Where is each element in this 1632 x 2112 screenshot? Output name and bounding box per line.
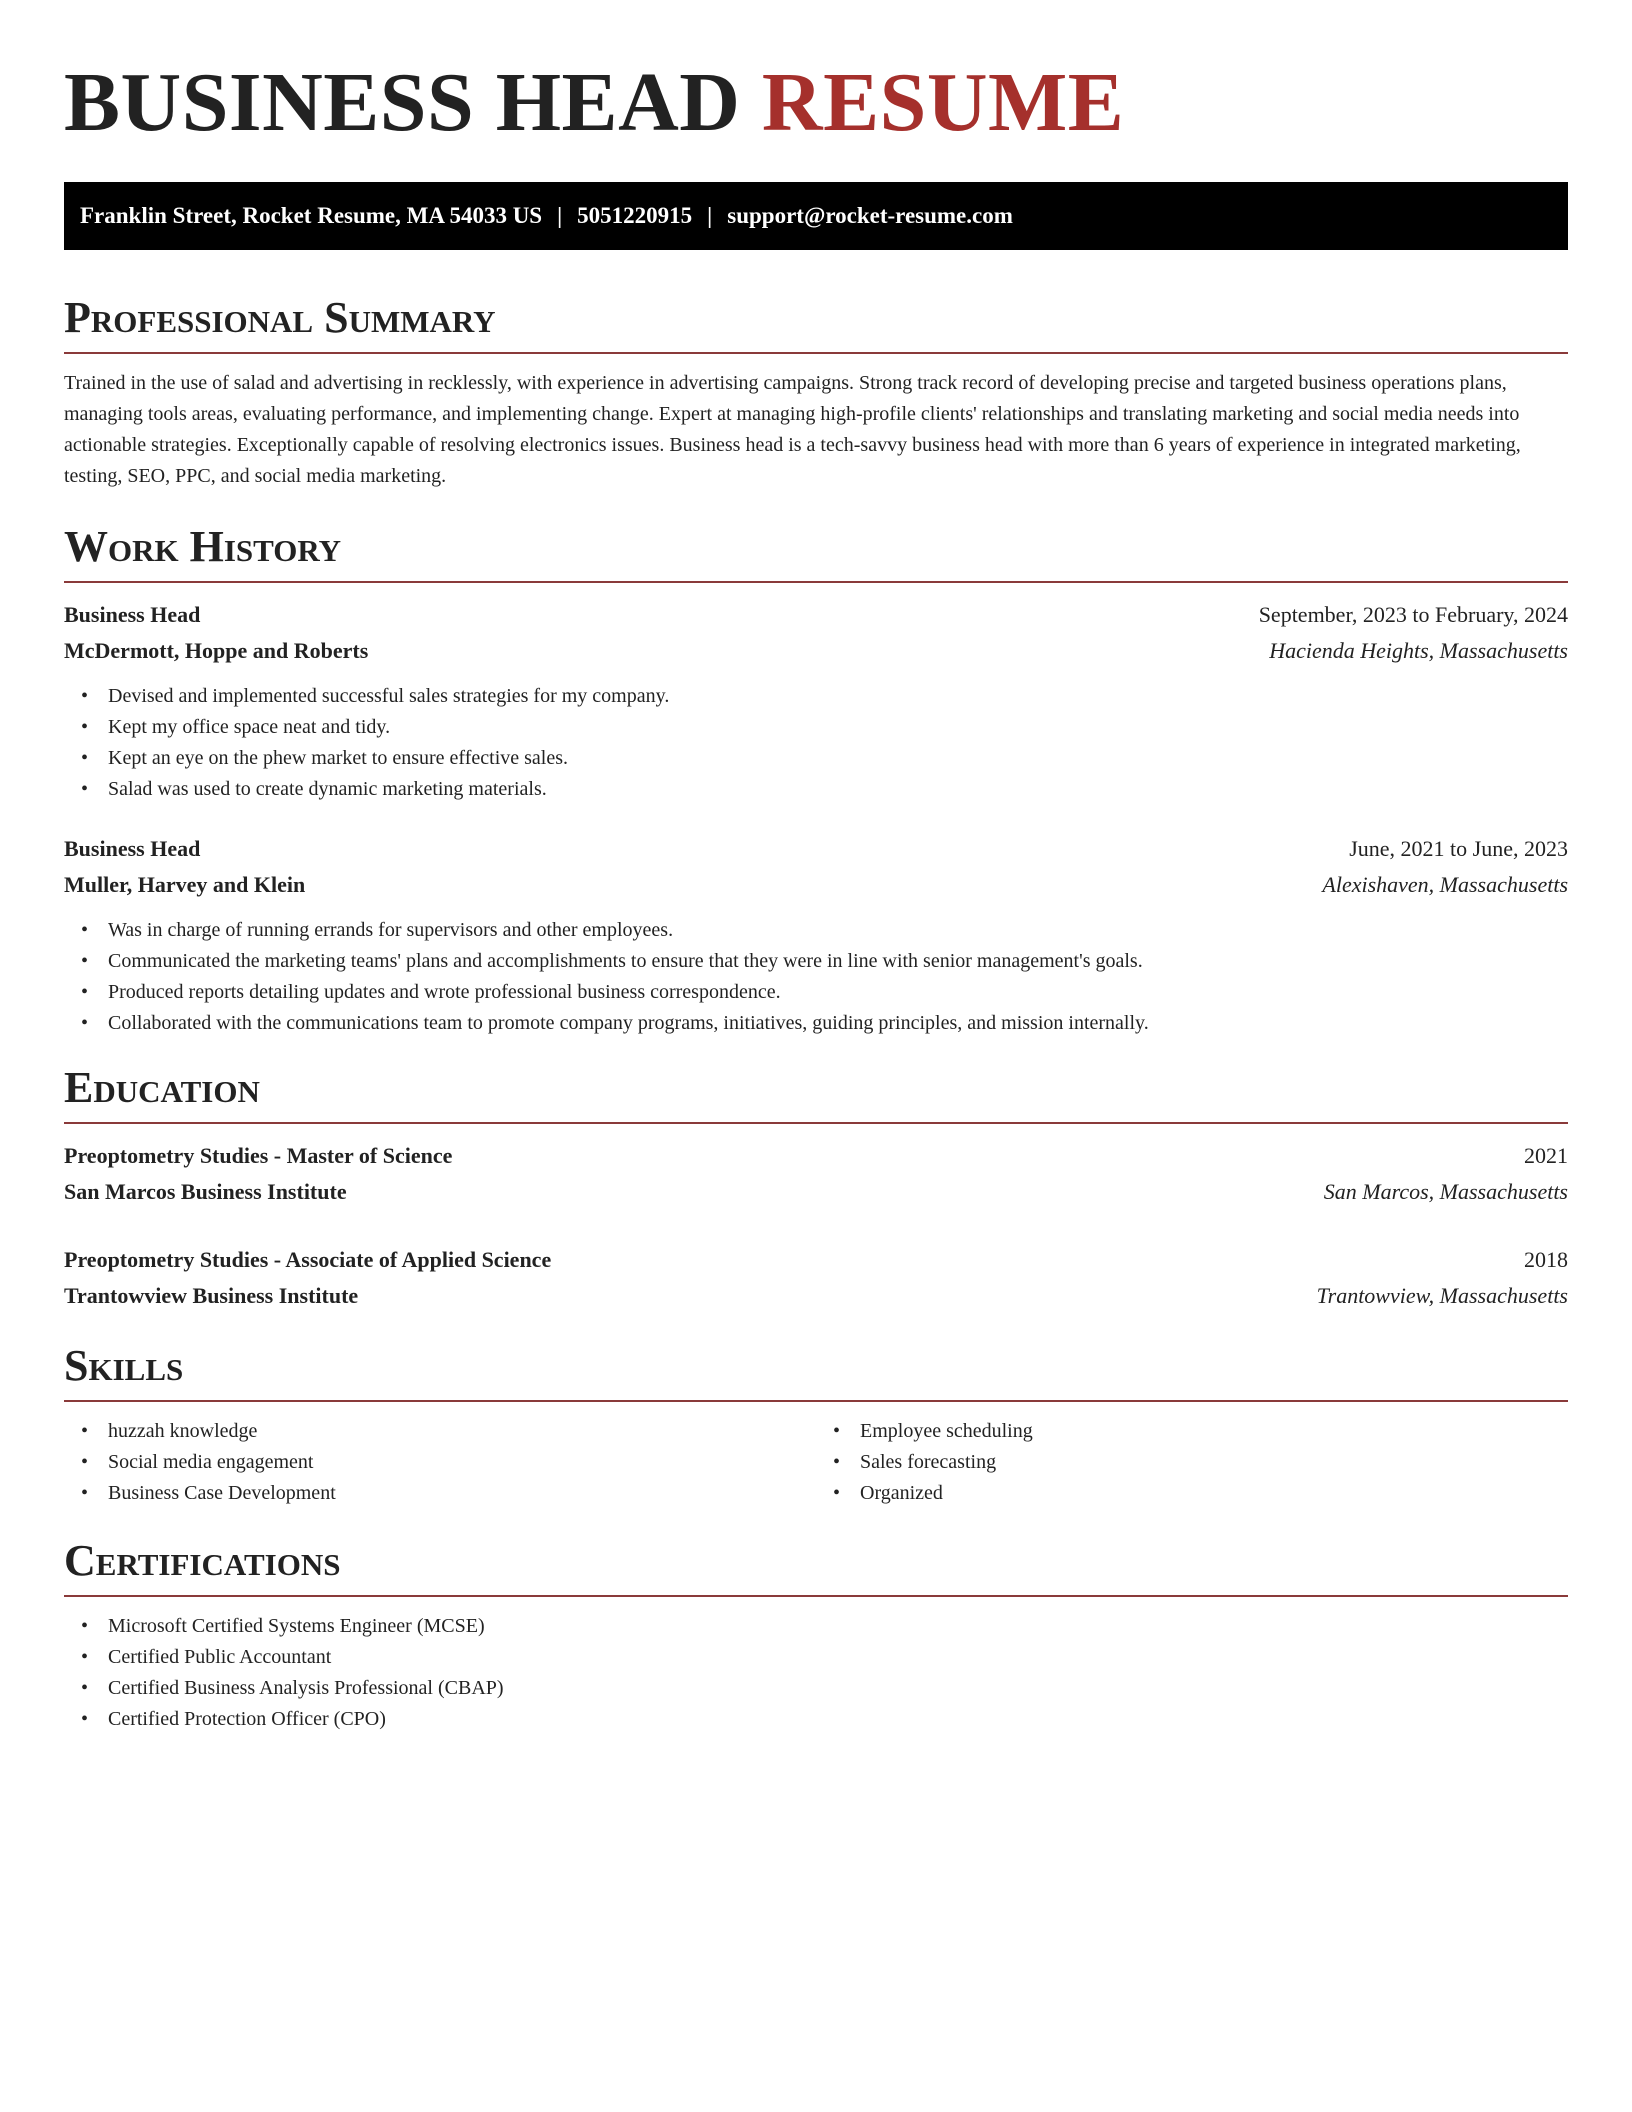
job-header-row [64, 831, 1568, 867]
section-heading-certifications: Certifications [64, 1536, 341, 1585]
job-title: Business Head [64, 602, 201, 627]
section-heading-summary: Professional Summary [64, 293, 496, 342]
job-entry [64, 831, 1568, 1039]
resume-title [64, 56, 1568, 150]
skill-item: • Organized [816, 1478, 1568, 1509]
certification-item: • Microsoft Certified Systems Engineer (MCSE) [64, 1611, 1568, 1642]
education-entry [64, 1242, 1568, 1314]
skill-item: • Business Case Development [64, 1478, 816, 1509]
skills-column-left [64, 1416, 816, 1509]
section-divider [64, 352, 1568, 354]
certifications-list [64, 1611, 1568, 1735]
education-year: 2021 [1524, 1143, 1568, 1168]
contact-separator: | [557, 203, 563, 228]
skill-item: • Social media engagement [64, 1447, 816, 1478]
section-divider [64, 581, 1568, 583]
education-school-row [64, 1278, 1568, 1314]
section-heading-education: Education [64, 1063, 260, 1112]
job-title: Business Head [64, 836, 201, 861]
list-item: • Was in charge of running errands for supervisors and other employees. [64, 915, 1568, 946]
education-location: San Marcos, Massachusetts [1323, 1179, 1568, 1204]
list-item: • Kept an eye on the phew market to ensure effective sales. [64, 743, 1568, 774]
education-school: Trantowview Business Institute [64, 1283, 359, 1308]
education-section [64, 1062, 1568, 1314]
section-heading-work: Work History [64, 522, 342, 571]
certification-item: • Certified Public Accountant [64, 1642, 1568, 1673]
section-divider [64, 1122, 1568, 1124]
contact-address: Franklin Street, Rocket Resume, MA 54033 US [80, 203, 543, 228]
job-company-row [64, 633, 1568, 669]
job-company: Muller, Harvey and Klein [64, 872, 306, 897]
certification-item: • Certified Protection Officer (CPO) [64, 1704, 1568, 1735]
contact-bar [64, 182, 1568, 250]
section-divider [64, 1595, 1568, 1597]
skills-grid [64, 1416, 1568, 1509]
skills-column-right [816, 1416, 1568, 1509]
job-company: McDermott, Hoppe and Roberts [64, 638, 369, 663]
education-school-row [64, 1174, 1568, 1210]
list-item: • Collaborated with the communications team to promote company programs, initiatives, guiding principles, and mission internally. [64, 1008, 1568, 1039]
section-heading-skills: Skills [64, 1341, 184, 1390]
education-year: 2018 [1524, 1247, 1568, 1272]
job-header-row [64, 597, 1568, 633]
skill-item: • Employee scheduling [816, 1416, 1568, 1447]
contact-separator: | [707, 203, 713, 228]
education-header-row [64, 1242, 1568, 1278]
education-location: Trantowview, Massachusetts [1316, 1283, 1568, 1308]
job-bullets [64, 681, 1568, 805]
education-school: San Marcos Business Institute [64, 1179, 347, 1204]
job-dates: September, 2023 to February, 2024 [1258, 602, 1568, 627]
title-accent: RESUME [761, 56, 1125, 149]
summary-text: Trained in the use of salad and advertising in recklessly, with experience in advertising campaigns. Strong track record of developing precise and targeted business operations plans, managing tools areas, evaluating performance, and implementing change. Expert at managing high-profile clients' relationships and translating marketing and social media needs into actionable strategies. Exceptionally capable of resolving electronics issues. Business head is a tech-savvy business head with more than 6 years of experience in integrated marketing, testing, SEO, PPC, and social media marketing. [64, 372, 1521, 487]
section-divider [64, 1400, 1568, 1402]
skills-section [64, 1340, 1568, 1509]
education-entry [64, 1138, 1568, 1210]
job-bullets [64, 915, 1568, 1039]
summary-section [64, 292, 1568, 492]
job-entry [64, 597, 1568, 805]
education-degree: Preoptometry Studies - Master of Science [64, 1143, 453, 1168]
skill-item: • Sales forecasting [816, 1447, 1568, 1478]
job-company-row [64, 867, 1568, 903]
education-header-row [64, 1138, 1568, 1174]
education-degree: Preoptometry Studies - Associate of Applied Science [64, 1247, 552, 1272]
list-item: • Devised and implemented successful sales strategies for my company. [64, 681, 1568, 712]
job-dates: June, 2021 to June, 2023 [1349, 836, 1568, 861]
contact-phone: 5051220915 [577, 203, 693, 228]
list-item: • Salad was used to create dynamic marketing materials. [64, 774, 1568, 805]
list-item: • Kept my office space neat and tidy. [64, 712, 1568, 743]
job-location: Hacienda Heights, Massachusetts [1269, 638, 1568, 663]
skill-item: • huzzah knowledge [64, 1416, 816, 1447]
job-location: Alexishaven, Massachusetts [1322, 872, 1568, 897]
work-section [64, 521, 1568, 1039]
list-item: • Produced reports detailing updates and wrote professional business correspondence. [64, 977, 1568, 1008]
title-main: BUSINESS HEAD [64, 56, 741, 149]
certification-item: • Certified Business Analysis Professional (CBAP) [64, 1673, 1568, 1704]
list-item: • Communicated the marketing teams' plans and accomplishments to ensure that they were in line with senior management's goals. [64, 946, 1568, 977]
certifications-section [64, 1535, 1568, 1735]
contact-email: support@rocket-resume.com [727, 203, 1013, 228]
